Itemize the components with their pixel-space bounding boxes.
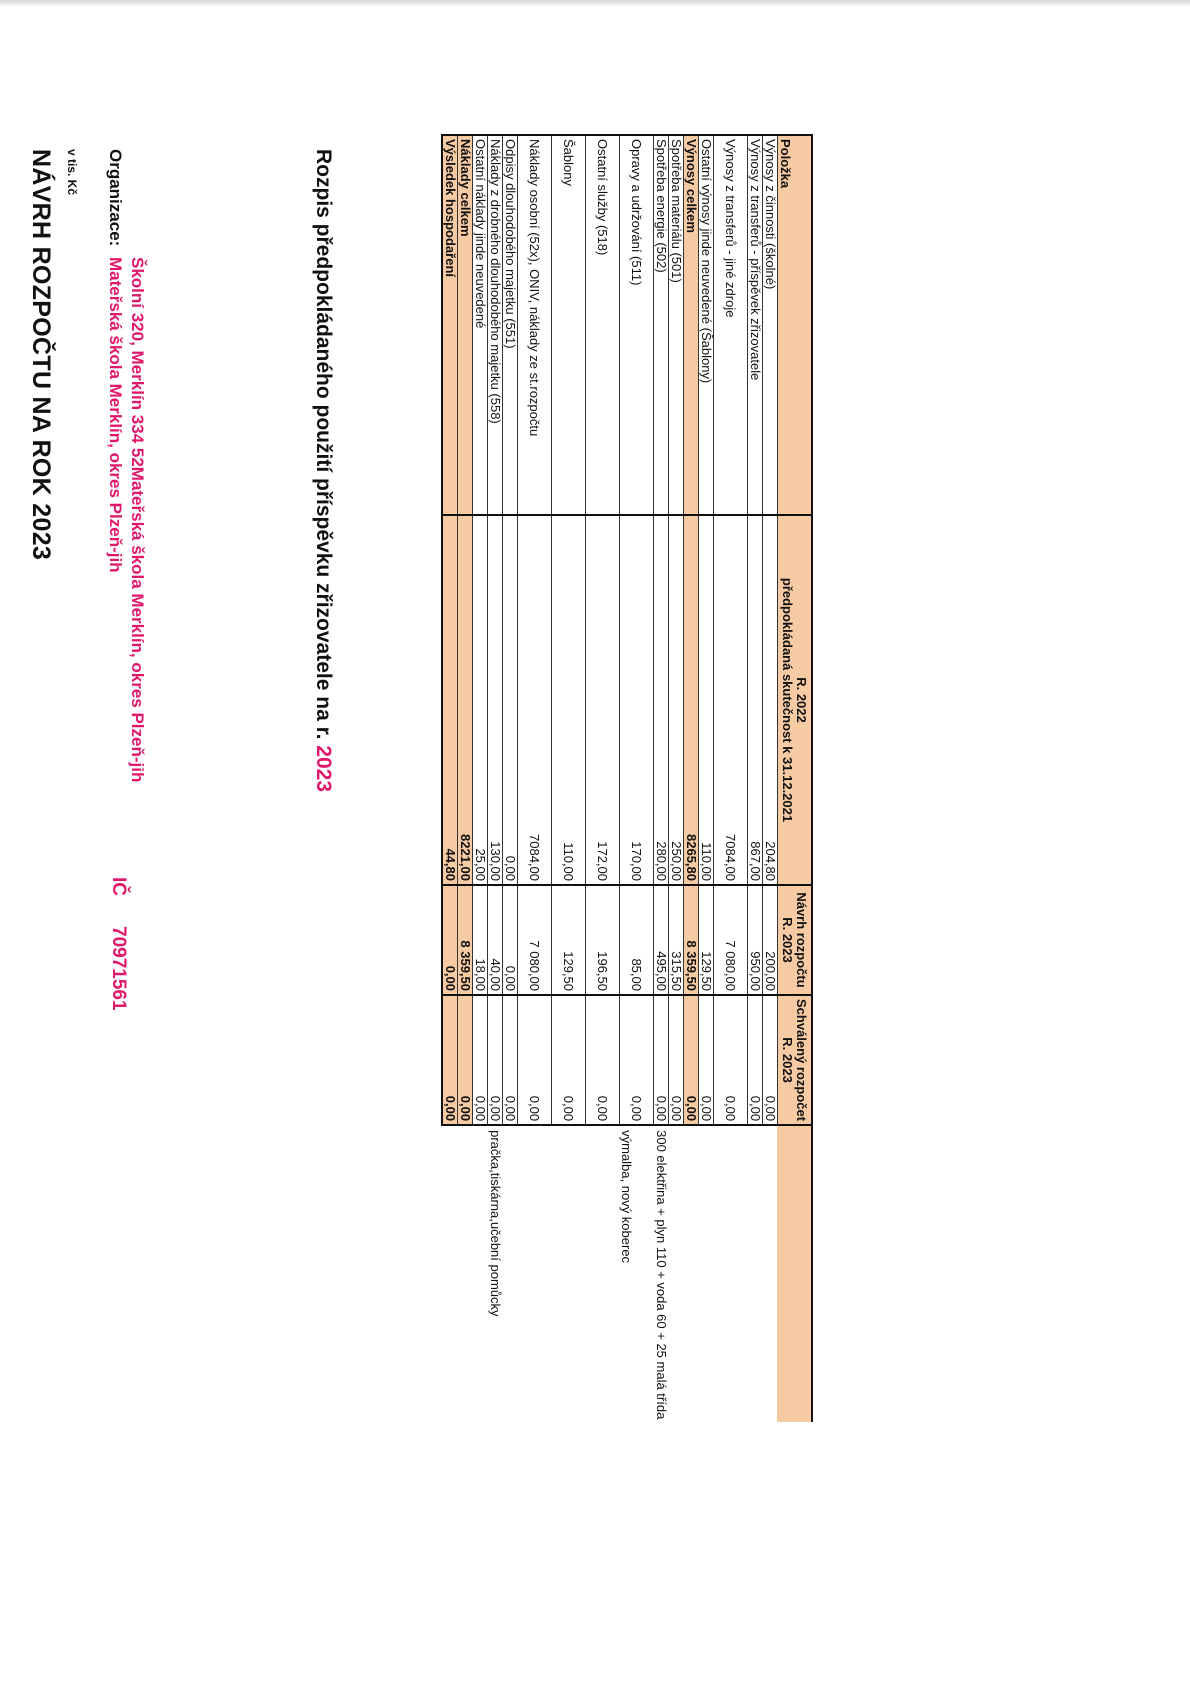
footer-year: 2023: [312, 745, 335, 793]
row-schvaleny2023: 0,00: [763, 995, 778, 1125]
table-row-total: [684, 135, 699, 1422]
ico-value: 70971561: [108, 926, 129, 1011]
table-row-total: [442, 135, 458, 1422]
ico-label: IČ: [108, 877, 129, 896]
row-note: [684, 1125, 699, 1422]
row-note: pračka,tiskárna,učební pomůcky: [488, 1130, 503, 1317]
header-schvaleny-title: Schválený rozpočet: [794, 999, 810, 1122]
row-navrh2023: 8 359,50: [458, 885, 473, 995]
document-title: NÁVRH ROZPOČTU NA ROK 2023: [27, 149, 55, 561]
rotated-sheet: [25, 41, 1125, 1641]
table-row: [552, 135, 586, 1422]
row-r2022: 7084,00: [518, 515, 552, 885]
row-schvaleny2023: 0,00: [699, 995, 714, 1125]
row-schvaleny2023: 0,00: [518, 995, 552, 1125]
table-row-total: [458, 135, 473, 1422]
header-r2022-year: R. 2022: [794, 677, 810, 723]
row-r2022: 130,00: [488, 515, 503, 885]
row-item: Ostatní služby (518): [586, 135, 620, 515]
row-r2022: 867,00: [748, 515, 763, 885]
header-item: Položka: [778, 135, 813, 515]
row-navrh2023: 18,00: [473, 885, 488, 995]
row-navrh2023: 495,00: [654, 885, 669, 995]
table-row: [620, 135, 654, 1422]
row-note: [503, 1125, 518, 1422]
table-header-row: [778, 135, 813, 1422]
header-navrh-year: R. 2023: [780, 917, 796, 963]
row-note: [763, 1125, 778, 1422]
row-r2022: 172,00: [586, 515, 620, 885]
row-r2022: 7084,00: [714, 515, 748, 885]
row-item: Výnosy celkem: [684, 135, 699, 515]
row-item: Výnosy z transferů - příspěvek zřizovatele: [748, 135, 763, 515]
row-item: Náklady celkem: [458, 135, 473, 515]
row-item: Ostatní výnosy jinde neuvedené (Šablony): [699, 135, 714, 515]
row-item: Opravy a udržování (511): [620, 135, 654, 515]
row-r2022: 250,00: [669, 515, 684, 885]
row-navrh2023: 196,50: [586, 885, 620, 995]
row-note: [748, 1125, 763, 1422]
row-note: výmalba, nový koberec: [619, 1130, 635, 1264]
row-note: [552, 1125, 586, 1422]
row-note: [473, 1125, 488, 1422]
row-navrh2023: 200,00: [763, 885, 778, 995]
row-schvaleny2023: 0,00: [620, 995, 654, 1125]
table-row: [654, 135, 669, 1422]
table-row: [586, 135, 620, 1422]
row-navrh2023: 7 080,00: [518, 885, 552, 995]
row-item: Spotřeba energie (502): [654, 135, 669, 515]
row-navrh2023: 950,00: [748, 885, 763, 995]
row-r2022: 110,00: [699, 515, 714, 885]
row-schvaleny2023: 0,00: [503, 995, 518, 1125]
row-r2022: 8221,00: [458, 515, 473, 885]
row-note: [458, 1125, 473, 1422]
table-row: [748, 135, 763, 1422]
footer-title: [311, 149, 335, 792]
row-schvaleny2023: 0,00: [748, 995, 763, 1125]
row-item: Odpisy dlouhodobého majetku (551): [503, 135, 518, 515]
organization-name: Mateřská škola Merklín, okres Plzeň-jih: [106, 257, 125, 573]
row-item: Výnosy z transferů - jiné zdroje: [714, 135, 748, 515]
row-r2022: 110,00: [552, 515, 586, 885]
organization-address: Školní 320, Merklín 334 52Mateřská škola Merklín, okres Plzeň-jih: [128, 257, 147, 783]
table-row: [763, 135, 778, 1422]
row-schvaleny2023: 0,00: [669, 995, 684, 1125]
header-r2022: [778, 515, 813, 885]
row-navrh2023: 40,00: [488, 885, 503, 995]
header-schvaleny-year: R. 2023: [780, 1037, 796, 1083]
footer-text: Rozpis předpokládaného použití příspěvku zřizovatele na r.: [312, 149, 335, 740]
row-schvaleny2023: 0,00: [458, 995, 473, 1125]
row-schvaleny2023: 0,00: [684, 995, 699, 1125]
row-note: [518, 1125, 552, 1422]
row-schvaleny2023: 0,00: [442, 995, 458, 1125]
row-schvaleny2023: 0,00: [586, 995, 620, 1125]
row-r2022: 170,00: [620, 515, 654, 885]
row-r2022: 44,80: [442, 515, 458, 885]
row-r2022: 8265,80: [684, 515, 699, 885]
row-navrh2023: 129,50: [699, 885, 714, 995]
unit-label: v tis. Kč: [65, 149, 79, 196]
row-note: [699, 1125, 714, 1422]
row-item: Spotřeba materiálu (501): [669, 135, 684, 515]
row-navrh2023: 0,00: [442, 885, 458, 995]
row-note: [669, 1125, 684, 1422]
row-r2022: 25,00: [473, 515, 488, 885]
row-item: Výsledek hospodaření: [442, 135, 458, 515]
row-item: Náklady osobní (52x), ONIV, náklady ze st.rozpočtu: [518, 135, 552, 515]
header-r2022-desc: předpokládaná skutečnost k 31.12.2021: [780, 577, 796, 823]
header-schvaleny: [778, 995, 813, 1125]
row-note: 300 elektřina + plyn 110 + voda 60 + 25 malá třída: [654, 1130, 669, 1420]
header-navrh-title: Návrh rozpočtu: [794, 892, 810, 988]
row-r2022: 280,00: [654, 515, 669, 885]
table-row: [518, 135, 552, 1422]
budget-table: [441, 134, 813, 1422]
row-navrh2023: 7 080,00: [714, 885, 748, 995]
header-note: [778, 1125, 813, 1422]
scan-edge: [0, 0, 1190, 7]
row-navrh2023: 129,50: [552, 885, 586, 995]
row-item: Výnosy z činnosti (školné): [763, 135, 778, 515]
table-row: [488, 135, 503, 1422]
table-row: [714, 135, 748, 1422]
row-item: Šablony: [552, 135, 586, 515]
row-schvaleny2023: 0,00: [714, 995, 748, 1125]
row-schvaleny2023: 0,00: [654, 995, 669, 1125]
row-schvaleny2023: 0,00: [552, 995, 586, 1125]
row-r2022: 0,00: [503, 515, 518, 885]
row-item: Náklady z drobného dlouhodobého majetku (558): [488, 135, 503, 515]
row-navrh2023: 315,50: [669, 885, 684, 995]
row-item: Ostatní náklady jinde neuvedené: [473, 135, 488, 515]
row-navrh2023: 85,00: [620, 885, 654, 995]
organization-label: Organizace:: [106, 149, 125, 247]
row-navrh2023: 0,00: [503, 885, 518, 995]
table-row: [503, 135, 518, 1422]
row-note: [442, 1125, 458, 1422]
table-row: [669, 135, 684, 1422]
row-schvaleny2023: 0,00: [488, 995, 503, 1125]
row-schvaleny2023: 0,00: [473, 995, 488, 1125]
table-row: [473, 135, 488, 1422]
row-note: [586, 1125, 620, 1422]
header-navrh: [778, 885, 813, 995]
row-note: [714, 1125, 748, 1422]
table-row: [699, 135, 714, 1422]
row-r2022: 204,80: [763, 515, 778, 885]
row-navrh2023: 8 359,50: [684, 885, 699, 995]
